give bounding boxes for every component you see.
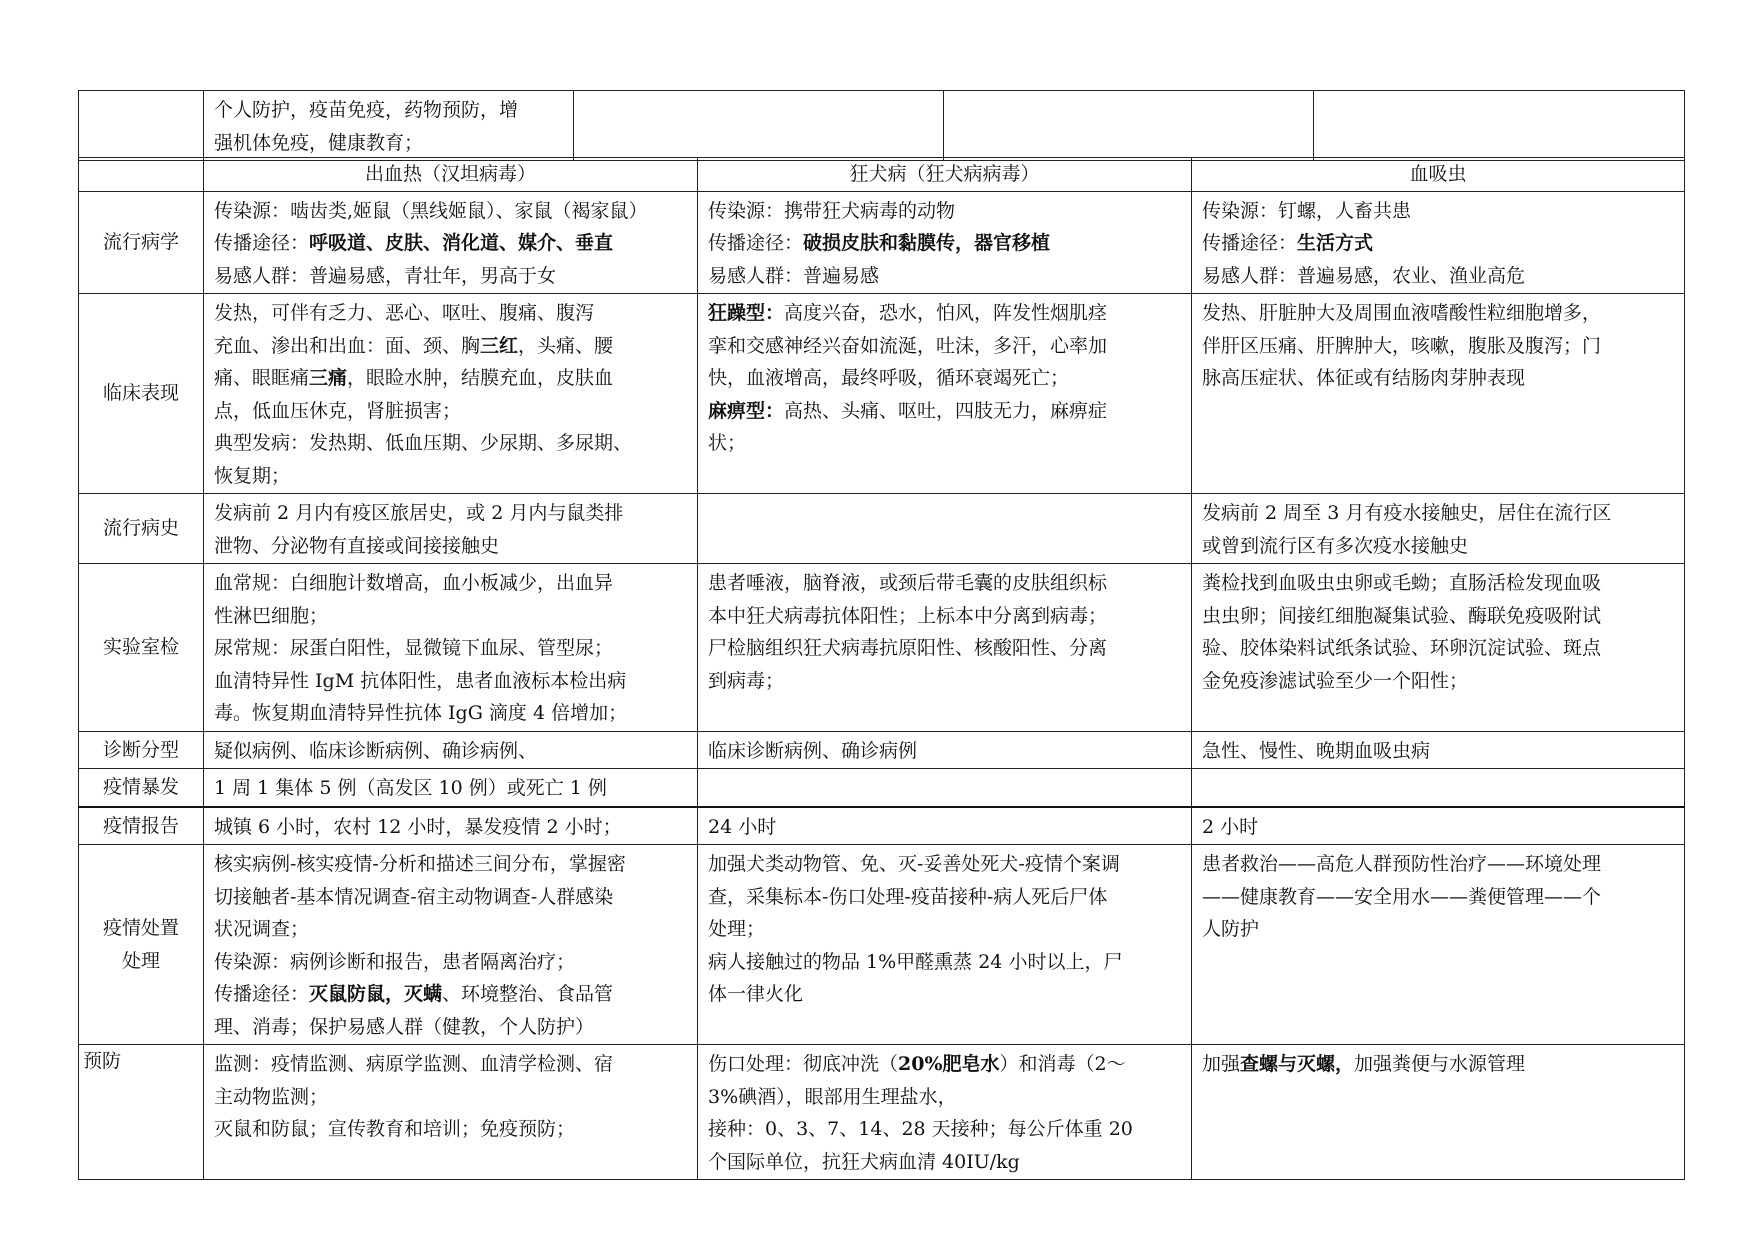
text-line: 易感人群：普遍易感，青壮年，男高于女 xyxy=(214,264,557,287)
text-span: 传播途径： xyxy=(214,232,310,254)
top-empty-cell xyxy=(944,91,1314,161)
cell-prevention-schistosomiasis xyxy=(1192,1045,1685,1180)
cell-handling-rabies xyxy=(698,845,1192,1045)
text-line xyxy=(708,1048,1181,1081)
text-span: 痛、眼眶痛 xyxy=(214,367,310,389)
text-line xyxy=(214,978,687,1011)
text-line: 金免疫渗滤试验至少一个阳性； xyxy=(1202,669,1469,692)
cell-epidemiology-rabies xyxy=(698,191,1192,294)
text-line: 查，采集标本-伤口处理-疫苗接种-病人死后尸体 xyxy=(708,885,1108,908)
column-header-hemorrhagic-fever: 出血热（汉坦病毒） xyxy=(204,158,698,192)
text-line: 发病前 2 周至 3 月有疫水接触史，居住在流行区 xyxy=(1202,502,1612,524)
text-span: 伤口处理：彻底冲洗（ xyxy=(708,1053,899,1075)
top-empty-label-cell xyxy=(79,91,204,161)
prevention-continuation-line: 强机体免疫，健康教育； xyxy=(214,131,424,154)
table-row-report xyxy=(79,807,1685,845)
prevention-continuation-line: 个人防护，疫苗免疫，药物预防，增 xyxy=(214,99,519,121)
text-span: 传播途径： xyxy=(708,232,804,254)
text-line: 3%碘酒），眼部用生理盐水， xyxy=(708,1085,957,1108)
table-row-history xyxy=(79,494,1685,564)
text-line: 伴肝区压痛、肝脾肿大，咳嗽，腹胀及腹泻；门 xyxy=(1202,334,1602,357)
text-line: 发热，可伴有乏力、恶心、呕吐、腹痛、腹泻 xyxy=(214,302,595,324)
bold-text: 呼吸道、皮肤、消化道、媒介、垂直 xyxy=(309,232,614,254)
text-span: ，头痛、腰 xyxy=(518,334,614,357)
table-row-clinical xyxy=(79,294,1685,494)
text-line: 验、胶体染料试纸条试验、环卵沉淀试验、斑点 xyxy=(1202,637,1602,659)
text-line xyxy=(708,297,1181,330)
text-line: 粪检找到血吸虫虫卵或毛蚴；直肠活检发现血吸 xyxy=(1202,572,1602,594)
text-line: 人防护 xyxy=(1202,918,1260,940)
text-line: 尸检脑组织狂犬病毒抗原阳性、核酸阳性、分离 xyxy=(708,637,1108,659)
row-label-outbreak: 疫情暴发 xyxy=(79,769,204,807)
text-span: 高热、头痛、呕吐，四肢无力，麻痹症 xyxy=(784,399,1108,422)
bold-text: 狂躁型： xyxy=(708,302,785,324)
bold-text: 麻痹型： xyxy=(708,399,785,422)
table-row-epidemiology xyxy=(79,191,1685,294)
table-row-handling xyxy=(79,845,1685,1045)
text-line: 到病毒； xyxy=(708,669,785,692)
text-line xyxy=(1202,1048,1674,1081)
prevention-continuation-cell xyxy=(204,91,574,161)
cell-outbreak-hemorrhagic-fever: 1 周 1 集体 5 例（高发区 10 例）或死亡 1 例 xyxy=(204,769,698,807)
bold-text: 生活方式 xyxy=(1297,232,1374,254)
text-span: 、环境整治、食品管 xyxy=(442,983,614,1005)
top-empty-cell xyxy=(574,91,944,161)
cell-prevention-rabies xyxy=(698,1045,1192,1180)
text-line: 接种：0、3、7、14、28 天接种；每公斤体重 20 xyxy=(708,1118,1133,1140)
row-label-prevention: 预防 xyxy=(79,1045,204,1180)
text-line: 尿常规：尿蛋白阳性，显微镜下血尿、管型尿； xyxy=(214,637,614,659)
cell-outbreak-rabies xyxy=(698,769,1192,807)
cell-lab-schistosomiasis xyxy=(1192,564,1685,732)
table-row-lab xyxy=(79,564,1685,732)
text-line: 虫虫卵；间接红细胞凝集试验、酶联免疫吸附试 xyxy=(1202,604,1602,627)
text-line: 传染源：啮齿类,姬鼠（黑线姬鼠）、家鼠（褐家鼠） xyxy=(214,199,648,222)
cell-handling-hemorrhagic-fever xyxy=(204,845,698,1045)
row-label-line: 处理 xyxy=(121,949,160,972)
text-line: 泄物、分泌物有直接或间接接触史 xyxy=(214,534,500,557)
cell-handling-schistosomiasis xyxy=(1192,845,1685,1045)
text-span: 充血、渗出和出血：面、颈、胸 xyxy=(214,334,481,357)
table-row-diagnosis xyxy=(79,731,1685,769)
table-row-prevention xyxy=(79,1045,1685,1180)
text-line: 毒。恢复期血清特异性抗体 IgG 滴度 4 倍增加； xyxy=(214,702,628,724)
top-continuation-table xyxy=(78,90,1685,161)
text-line: 灭鼠和防鼠；宣传教育和培训；免疫预防； xyxy=(214,1118,576,1140)
bold-text: 三痛 xyxy=(309,367,348,389)
text-span: 传播途径： xyxy=(1202,232,1298,254)
text-span: ，眼睑水肿，结膜充血，皮肤血 xyxy=(347,367,614,389)
text-line: 个国际单位，抗狂犬病血清 40IU/kg xyxy=(708,1150,1020,1173)
text-line: 核实病例-核实疫情-分析和描述三间分布，掌握密 xyxy=(214,853,626,875)
cell-lab-hemorrhagic-fever xyxy=(204,564,698,732)
text-line: 患者唾液，脑脊液，或颈后带毛囊的皮肤组织标 xyxy=(708,572,1108,594)
text-line: 病人接触过的物品 1%甲醛熏蒸 24 小时以上，尸 xyxy=(708,950,1123,973)
row-label-clinical: 临床表现 xyxy=(79,294,204,494)
text-line: 发热、肝脏肿大及周围血液嗜酸性粒细胞增多， xyxy=(1202,302,1602,324)
text-line xyxy=(214,330,687,363)
cell-prevention-hemorrhagic-fever xyxy=(204,1045,698,1180)
cell-lab-rabies xyxy=(698,564,1192,732)
text-line: 加强犬类动物管、免、灭-妥善处死犬-疫情个案调 xyxy=(708,853,1120,875)
cell-clinical-rabies xyxy=(698,294,1192,494)
text-line: 传染源：病例诊断和报告，患者隔离治疗； xyxy=(214,950,576,973)
text-line: 挛和交感神经兴奋如流涎，吐沫，多汗，心率加 xyxy=(708,334,1108,357)
cell-clinical-hemorrhagic-fever xyxy=(204,294,698,494)
header-row xyxy=(79,158,1685,192)
bold-text: 破损皮肤和黏膜传，器官移植 xyxy=(803,232,1051,254)
cell-history-schistosomiasis xyxy=(1192,494,1685,564)
bold-text: 20%肥皂水 xyxy=(898,1053,1000,1075)
text-line: 本中狂犬病毒抗体阳性；上标本中分离到病毒； xyxy=(708,604,1108,627)
text-line: 性淋巴细胞； xyxy=(214,604,329,627)
cell-report-rabies: 24 小时 xyxy=(698,807,1192,845)
bold-text: 灭鼠防鼠，灭螨 xyxy=(309,983,443,1005)
text-line xyxy=(1202,227,1674,260)
text-line: 或曾到流行区有多次疫水接触史 xyxy=(1202,534,1469,557)
text-line: 传染源：携带狂犬病毒的动物 xyxy=(708,199,956,222)
text-line xyxy=(214,362,687,395)
cell-outbreak-schistosomiasis xyxy=(1192,769,1685,807)
text-line: 状况调查； xyxy=(214,918,310,940)
text-span: 传播途径： xyxy=(214,983,310,1005)
text-span: ）和消毒（2～ xyxy=(999,1053,1126,1075)
text-line: 体一律火化 xyxy=(708,983,804,1005)
text-line: 主动物监测； xyxy=(214,1085,329,1108)
text-line xyxy=(708,395,1181,428)
text-line: 脉高压症状、体征或有结肠肉芽肿表现 xyxy=(1202,367,1526,389)
text-line: 恢复期； xyxy=(214,464,291,487)
top-empty-cell xyxy=(1314,91,1685,161)
row-label-epidemiology: 流行病学 xyxy=(79,191,204,294)
row-label-history: 流行病史 xyxy=(79,494,204,564)
text-line: 点，低血压休克，肾脏损害； xyxy=(214,399,462,422)
cell-epidemiology-hemorrhagic-fever xyxy=(204,191,698,294)
text-line: 监测：疫情监测、病原学监测、血清学检测、宿 xyxy=(214,1053,614,1075)
cell-report-hemorrhagic-fever: 城镇 6 小时，农村 12 小时，暴发疫情 2 小时； xyxy=(204,807,698,845)
text-line: 易感人群：普遍易感 xyxy=(708,264,880,287)
text-line: 处理； xyxy=(708,918,766,940)
text-line xyxy=(708,227,1181,260)
cell-clinical-schistosomiasis xyxy=(1192,294,1685,494)
cell-history-rabies xyxy=(698,494,1192,564)
text-line: 典型发病：发热期、低血压期、少尿期、多尿期、 xyxy=(214,432,633,454)
row-label-handling xyxy=(79,845,204,1045)
bold-text: 三红 xyxy=(480,334,519,357)
header-empty-cell xyxy=(79,158,204,192)
row-label-line: 疫情处置 xyxy=(102,917,179,939)
column-header-rabies: 狂犬病（狂犬病病毒） xyxy=(698,158,1192,192)
column-header-schistosomiasis: 血吸虫 xyxy=(1192,158,1685,192)
cell-diagnosis-rabies: 临床诊断病例、确诊病例 xyxy=(698,731,1192,769)
text-line: 患者救治——高危人群预防性治疗——环境处理 xyxy=(1202,853,1602,875)
text-span: 加强 xyxy=(1202,1053,1241,1075)
cell-epidemiology-schistosomiasis xyxy=(1192,191,1685,294)
text-line xyxy=(214,227,687,260)
text-line: 血常规：白细胞计数增高，血小板减少，出血异 xyxy=(214,572,614,594)
text-line: 状； xyxy=(708,432,747,454)
cell-diagnosis-schistosomiasis: 急性、慢性、晚期血吸虫病 xyxy=(1192,731,1685,769)
cell-history-hemorrhagic-fever xyxy=(204,494,698,564)
text-line: ——健康教育——安全用水——粪便管理——个 xyxy=(1202,885,1602,908)
text-span: 加强粪便与水源管理 xyxy=(1354,1053,1526,1075)
disease-comparison-table xyxy=(78,157,1685,1180)
text-line: 切接触者-基本情况调查-宿主动物调查-人群感染 xyxy=(214,885,614,908)
cell-report-schistosomiasis: 2 小时 xyxy=(1192,807,1685,845)
text-line: 易感人群：普遍易感，农业、渔业高危 xyxy=(1202,264,1526,287)
bold-text: 查螺与灭螺， xyxy=(1240,1053,1355,1075)
text-line: 血清特异性 IgM 抗体阳性，患者血液标本检出病 xyxy=(214,669,627,692)
row-label-report: 疫情报告 xyxy=(79,807,204,845)
text-line: 理、消毒；保护易感人群（健教，个人防护） xyxy=(214,1015,595,1038)
cell-diagnosis-hemorrhagic-fever: 疑似病例、临床诊断病例、确诊病例、 xyxy=(204,731,698,769)
text-span: 高度兴奋，恐水，怕风，阵发性烟肌痉 xyxy=(784,302,1108,324)
row-label-lab: 实验室检 xyxy=(79,564,204,732)
text-line: 传染源：钉螺，人畜共患 xyxy=(1202,199,1412,222)
table-row-outbreak xyxy=(79,769,1685,807)
row-label-diagnosis: 诊断分型 xyxy=(79,731,204,769)
text-line: 快，血液增高，最终呼吸，循环衰竭死亡； xyxy=(708,367,1070,389)
text-line: 发病前 2 月内有疫区旅居史，或 2 月内与鼠类排 xyxy=(214,502,624,524)
